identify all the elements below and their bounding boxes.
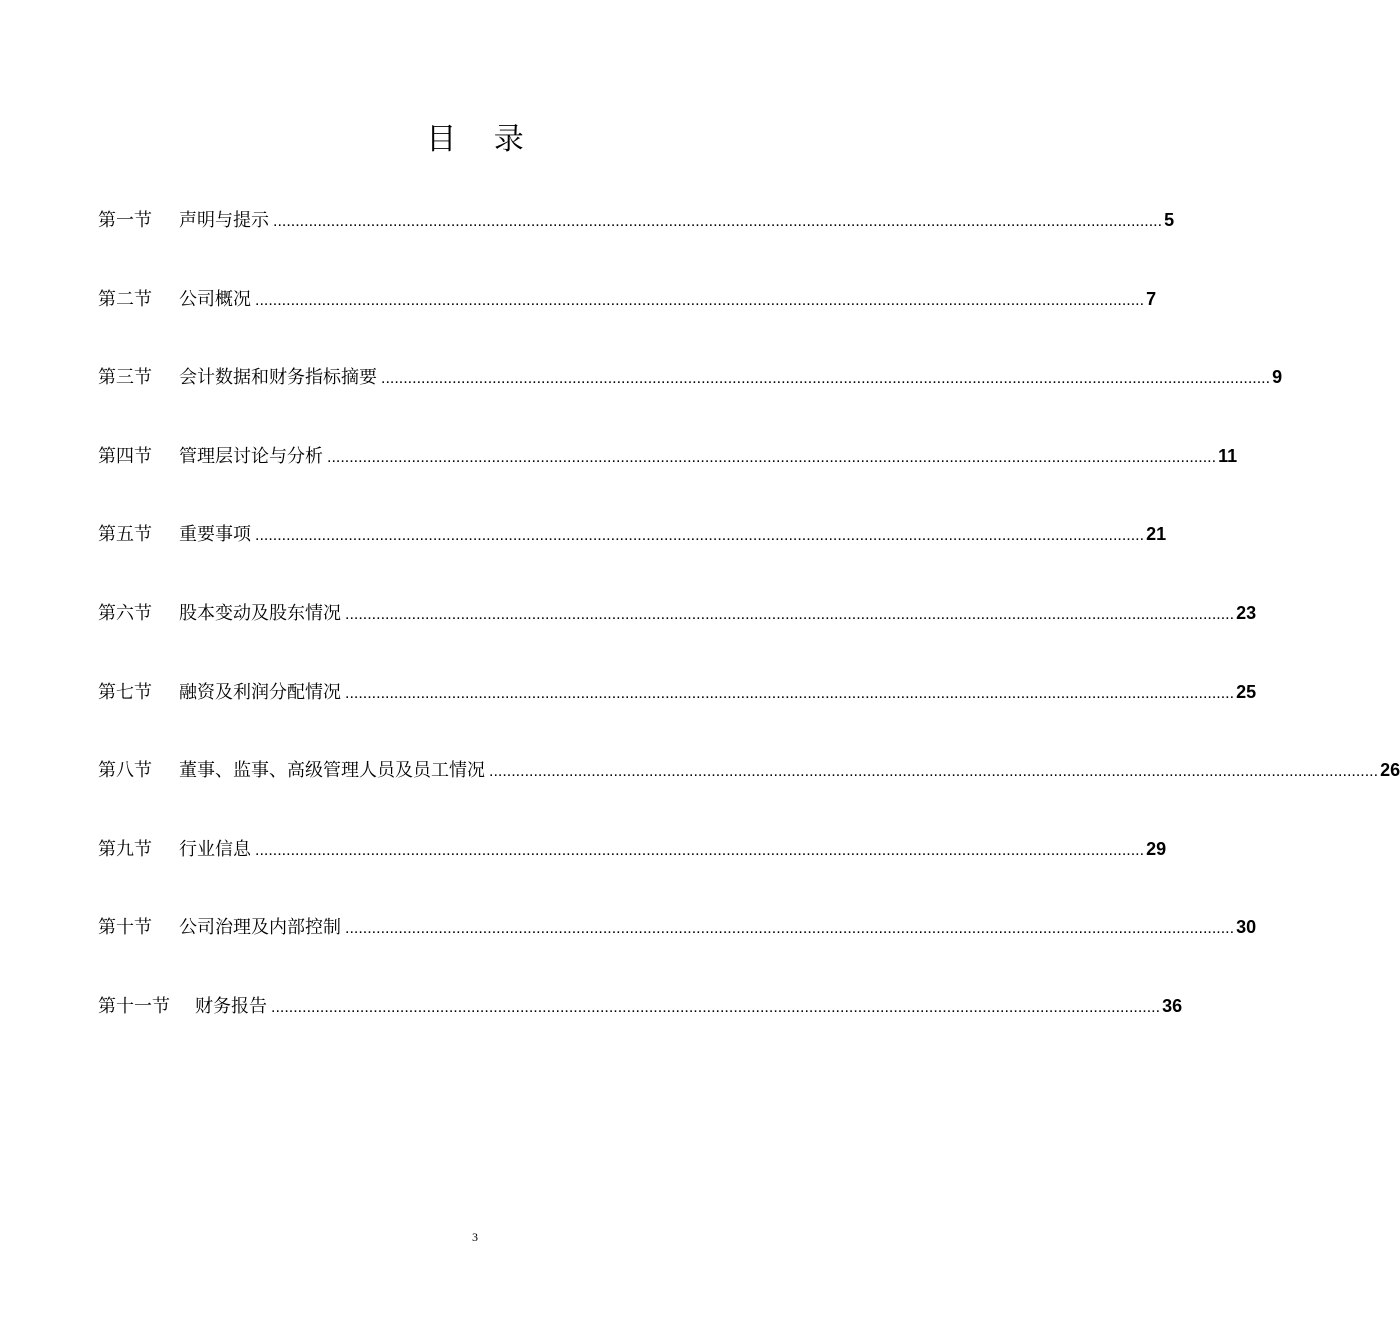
toc-dot-leader: ........................................................................................................................................................................................................: [271, 998, 1161, 1016]
toc-entry-section-9[interactable]: [98, 827, 1167, 906]
toc-dot-leader: ........................................................................................................................................................................................................: [345, 605, 1235, 623]
toc-dot-leader: ........................................................................................................................................................................................................: [345, 920, 1235, 938]
toc-dot-leader: ........................................................................................................................................................................................................: [255, 291, 1145, 309]
toc-section-number: 第六节: [98, 602, 152, 624]
page-number: 3: [472, 1230, 478, 1244]
toc-section-number: 第三节: [98, 367, 152, 389]
toc-section-title: 股本变动及股东情况: [179, 602, 341, 624]
toc-page-number: 36: [1162, 995, 1183, 1016]
toc-page-number: 11: [1218, 445, 1238, 466]
toc-page-number: 30: [1236, 917, 1257, 938]
toc-dot-leader: ........................................................................................................................................................................................................: [273, 213, 1163, 230]
toc-section-title: 董事、监事、高级管理人员及员工情况: [179, 760, 485, 782]
toc-section-number: 第八节: [98, 760, 152, 782]
toc-section-title: 重要事项: [179, 524, 251, 546]
toc-entry-section-11[interactable]: [98, 984, 1183, 1063]
toc-page-number: 23: [1236, 602, 1257, 623]
toc-section-number: 第十一节: [98, 995, 170, 1017]
toc-dot-leader: ........................................................................................................................................................................................................: [381, 370, 1271, 388]
toc-section-number: 第五节: [98, 524, 152, 546]
toc-section-title: 管理层讨论与分析: [179, 445, 323, 467]
toc-entry-section-8[interactable]: [98, 748, 1400, 827]
toc-entry-section-5[interactable]: [98, 512, 1167, 591]
toc-page-number: 26: [1380, 760, 1400, 781]
toc-dot-leader: ........................................................................................................................................................................................................: [489, 763, 1379, 781]
toc-page-number: 25: [1236, 681, 1257, 702]
page-title: 目 录: [426, 122, 538, 157]
toc-page-number: 9: [1272, 367, 1283, 388]
toc-dot-leader: ........................................................................................................................................................................................................: [345, 684, 1235, 702]
toc-dot-leader: ........................................................................................................................................................................................................: [327, 448, 1217, 466]
toc-section-title: 财务报告: [195, 995, 267, 1017]
toc-entry-section-1[interactable]: [98, 198, 1175, 277]
toc-section-title: 公司概况: [179, 288, 251, 310]
toc-dot-leader: ........................................................................................................................................................................................................: [255, 527, 1145, 545]
toc-section-number: 第十节: [98, 917, 152, 939]
toc-section-title: 声明与提示: [179, 210, 269, 231]
toc-section-title: 行业信息: [179, 838, 251, 860]
toc-page-number: 7: [1146, 288, 1157, 309]
toc-section-number: 第二节: [98, 288, 152, 310]
toc-section-number: 第七节: [98, 681, 152, 703]
toc-section-title: 会计数据和财务指标摘要: [179, 367, 377, 389]
toc-section-title: 公司治理及内部控制: [179, 917, 341, 939]
toc-section-number: 第四节: [98, 445, 152, 467]
toc-entry-section-7[interactable]: [98, 670, 1257, 749]
toc-page-number: 21: [1146, 524, 1167, 545]
toc-section-number: 第一节: [98, 210, 152, 231]
toc-entry-section-6[interactable]: [98, 591, 1257, 670]
toc-section-number: 第九节: [98, 838, 152, 860]
toc-entry-section-10[interactable]: [98, 905, 1257, 984]
toc-entry-section-2[interactable]: [98, 277, 1157, 356]
toc-dot-leader: ........................................................................................................................................................................................................: [255, 841, 1145, 859]
toc-page-number: 5: [1164, 210, 1175, 230]
toc-section-title: 融资及利润分配情况: [179, 681, 341, 703]
toc-entry-section-4[interactable]: [98, 434, 1238, 513]
toc-entry-section-3[interactable]: [98, 355, 1283, 434]
toc-page-number: 29: [1146, 838, 1167, 859]
table-of-contents: [98, 198, 1400, 1063]
